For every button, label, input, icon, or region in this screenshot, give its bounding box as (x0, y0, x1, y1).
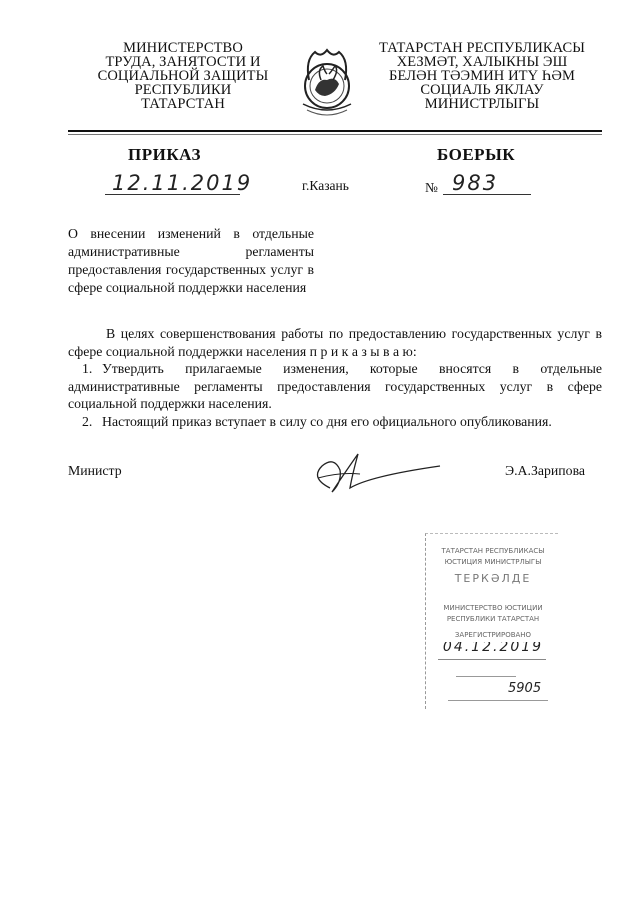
ministry-name-ru-line: ТРУДА, ЗАНЯТОСТИ И (105, 54, 261, 70)
registration-stamp (425, 533, 558, 709)
order-preamble: В целях совершенствования работы по предоставлению государственных услуг в сфере социальной поддержки населения п р и к а з ы в а ю: (68, 326, 602, 359)
order-item (68, 360, 602, 413)
ministry-name-tt-line: ТАТАРСТАН РЕСПУБЛИКАСЫ (378, 40, 586, 56)
ministry-name-tt (362, 41, 602, 111)
ministry-name-tt-line: СОЦИАЛЬ ЯКЛАУ (420, 82, 544, 98)
order-item-text: Утвердить прилагаемые изменения, которые вносятся в отдельные административные регламенты предоставления государственных услуг в сфере социальной поддержки населения. (68, 361, 602, 411)
date-underline (105, 194, 240, 195)
ministry-name-ru-line: МИНИСТЕРСТВО (123, 40, 243, 56)
stamp-line: МИНИСТЕРСТВО ЮСТИЦИИ (443, 604, 543, 612)
stamp-date-underline (438, 659, 546, 660)
stamp-line: ТЕРКӘЛДЕ (454, 574, 532, 584)
city-label: г.Казань (302, 178, 349, 193)
signatory-name: Э.А.Зарипова (505, 463, 586, 478)
handwritten-signature (300, 448, 450, 498)
stamp-rule (456, 676, 516, 677)
order-item (68, 413, 602, 431)
stamp-number-underline (448, 700, 548, 701)
order-item-number: 2. (82, 414, 93, 429)
ministry-name-ru-line: ТАТАРСТАН (141, 96, 225, 112)
stamp-line: ТАТАРСТАН РЕСПУБЛИКАСЫ (441, 547, 545, 555)
signatory-title: Министр (68, 463, 122, 478)
ministry-name-tt-line: МИНИСТРЛЫГЫ (424, 96, 540, 112)
number-underline (443, 194, 531, 195)
ministry-name-tt-line: БЕЛӘН ТӘЭМИН ИТҮ ҺӘМ (389, 68, 575, 84)
stamp-line: РЕСПУБЛИКИ ТАТАРСТАН (446, 615, 540, 623)
stamp-line: ЮСТИЦИЯ МИНИСТРЛЫГЫ (444, 558, 542, 566)
stamp-date: 04.12.2019 (442, 642, 544, 652)
ministry-name-ru (78, 41, 288, 111)
number-sign: № (425, 180, 438, 195)
header-divider-thin (68, 134, 602, 135)
order-subject: О внесении изменений в отдельные административные регламенты предоставления государственных услуг в сфере социальной поддержки населения (68, 226, 314, 295)
ministry-name-ru-line: РЕСПУБЛИКИ (134, 82, 232, 98)
header-divider (68, 130, 602, 132)
tatarstan-emblem (295, 40, 359, 118)
order-number: 983 (452, 171, 499, 195)
order-item-text: Настоящий приказ вступает в силу со дня его официального опубликования. (102, 414, 552, 429)
stamp-number: 5905 (508, 681, 542, 696)
doc-title-ru: ПРИКАЗ (128, 145, 201, 164)
order-item-number: 1. (82, 361, 93, 376)
ministry-name-ru-line: СОЦИАЛЬНОЙ ЗАЩИТЫ (97, 68, 269, 84)
order-date: 12.11.2019 (112, 171, 253, 195)
doc-title-tt: БОЕРЫК (437, 145, 516, 164)
ministry-name-tt-line: ХЕЗМӘТ, ХАЛЫКНЫ ЭШ (396, 54, 568, 70)
stamp-line: ЗАРЕГИСТРИРОВАНО (454, 631, 532, 639)
